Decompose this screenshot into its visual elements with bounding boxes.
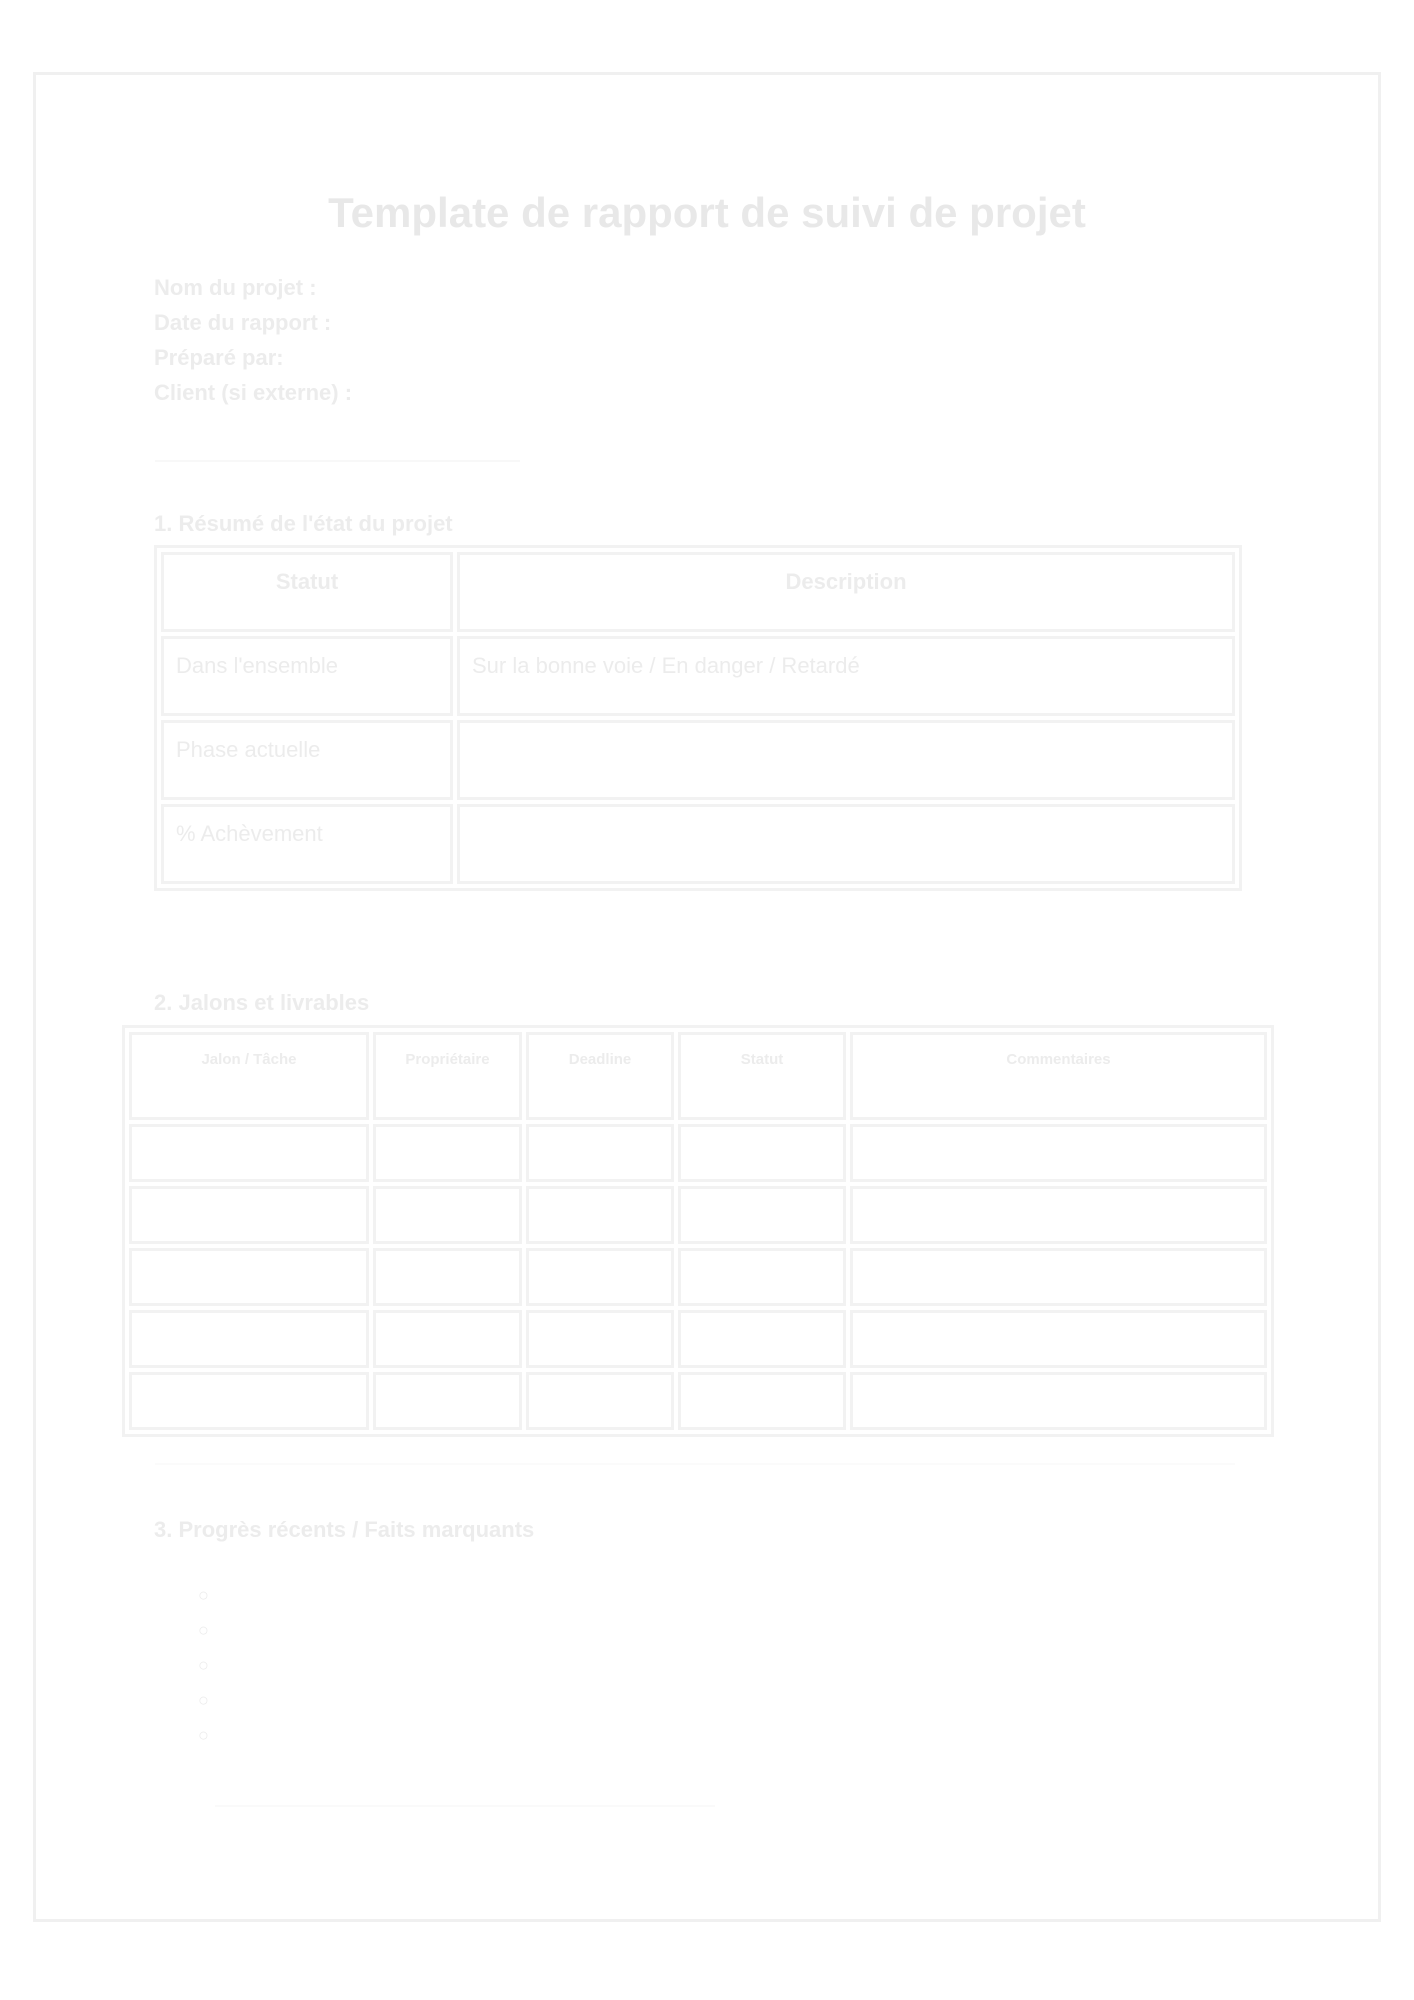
- table-row: [161, 804, 1235, 884]
- table-cell[interactable]: [850, 1248, 1267, 1306]
- meta-fields: [154, 270, 352, 410]
- table-cell[interactable]: [129, 1186, 369, 1244]
- progress-bullet-list: [198, 1578, 209, 1753]
- separator-line: [215, 1805, 715, 1807]
- table-cell[interactable]: [373, 1310, 522, 1368]
- header-description: Description: [457, 552, 1235, 632]
- table-cell[interactable]: [373, 1372, 522, 1430]
- row-label: % Achèvement: [161, 804, 453, 884]
- status-summary-table: [154, 545, 1242, 891]
- header-deadline: Deadline: [526, 1032, 674, 1120]
- header-statut: Statut: [161, 552, 453, 632]
- table-cell[interactable]: [526, 1372, 674, 1430]
- table-cell[interactable]: [373, 1124, 522, 1182]
- table-row: [161, 720, 1235, 800]
- section-1-title: 1. Résumé de l'état du projet: [154, 511, 453, 536]
- table-cell[interactable]: [526, 1186, 674, 1244]
- meta-project-name: Nom du projet :: [154, 275, 317, 300]
- table-cell[interactable]: [526, 1310, 674, 1368]
- table-cell[interactable]: [850, 1124, 1267, 1182]
- row-value[interactable]: [457, 804, 1235, 884]
- table-cell[interactable]: [850, 1372, 1267, 1430]
- table-cell[interactable]: [129, 1124, 369, 1182]
- table-row: [161, 636, 1235, 716]
- table-row: [129, 1124, 1267, 1182]
- section-2-title: 2. Jalons et livrables: [154, 990, 370, 1015]
- table-header-row: [161, 552, 1235, 632]
- list-item: ○: [198, 1620, 209, 1640]
- list-item: ○: [198, 1585, 209, 1605]
- table-cell[interactable]: [678, 1248, 846, 1306]
- list-item: ○: [198, 1655, 209, 1675]
- table-cell[interactable]: [373, 1186, 522, 1244]
- table-row: [129, 1310, 1267, 1368]
- section-3-title: 3. Progrès récents / Faits marquants: [154, 1517, 535, 1542]
- table-cell[interactable]: [678, 1124, 846, 1182]
- list-item: ○: [198, 1690, 209, 1710]
- meta-prepared-by: Préparé par:: [154, 345, 284, 370]
- table-cell[interactable]: [850, 1186, 1267, 1244]
- header-jalon: Jalon / Tâche: [129, 1032, 369, 1120]
- table-cell[interactable]: [129, 1372, 369, 1430]
- table-cell[interactable]: [850, 1310, 1267, 1368]
- meta-client: Client (si externe) :: [154, 380, 353, 405]
- table-row: [129, 1372, 1267, 1430]
- document-title: Template de rapport de suivi de projet: [328, 189, 1086, 236]
- row-value[interactable]: Sur la bonne voie / En danger / Retardé: [457, 636, 1235, 716]
- table-cell[interactable]: [526, 1248, 674, 1306]
- separator-line: [155, 460, 520, 462]
- header-commentaires: Commentaires: [850, 1032, 1267, 1120]
- row-label: Phase actuelle: [161, 720, 453, 800]
- table-header-row: [129, 1032, 1267, 1120]
- table-cell[interactable]: [678, 1310, 846, 1368]
- list-item: ○: [198, 1725, 209, 1745]
- milestones-table: [122, 1025, 1274, 1437]
- table-cell[interactable]: [678, 1372, 846, 1430]
- table-row: [129, 1248, 1267, 1306]
- table-row: [129, 1186, 1267, 1244]
- table-cell[interactable]: [373, 1248, 522, 1306]
- table-cell[interactable]: [526, 1124, 674, 1182]
- header-statut: Statut: [678, 1032, 846, 1120]
- header-proprietaire: Propriétaire: [373, 1032, 522, 1120]
- row-label: Dans l'ensemble: [161, 636, 453, 716]
- row-value[interactable]: [457, 720, 1235, 800]
- table-cell[interactable]: [678, 1186, 846, 1244]
- table-cell[interactable]: [129, 1310, 369, 1368]
- table-cell[interactable]: [129, 1248, 369, 1306]
- meta-report-date: Date du rapport :: [154, 310, 332, 335]
- separator-line: [155, 1463, 1235, 1465]
